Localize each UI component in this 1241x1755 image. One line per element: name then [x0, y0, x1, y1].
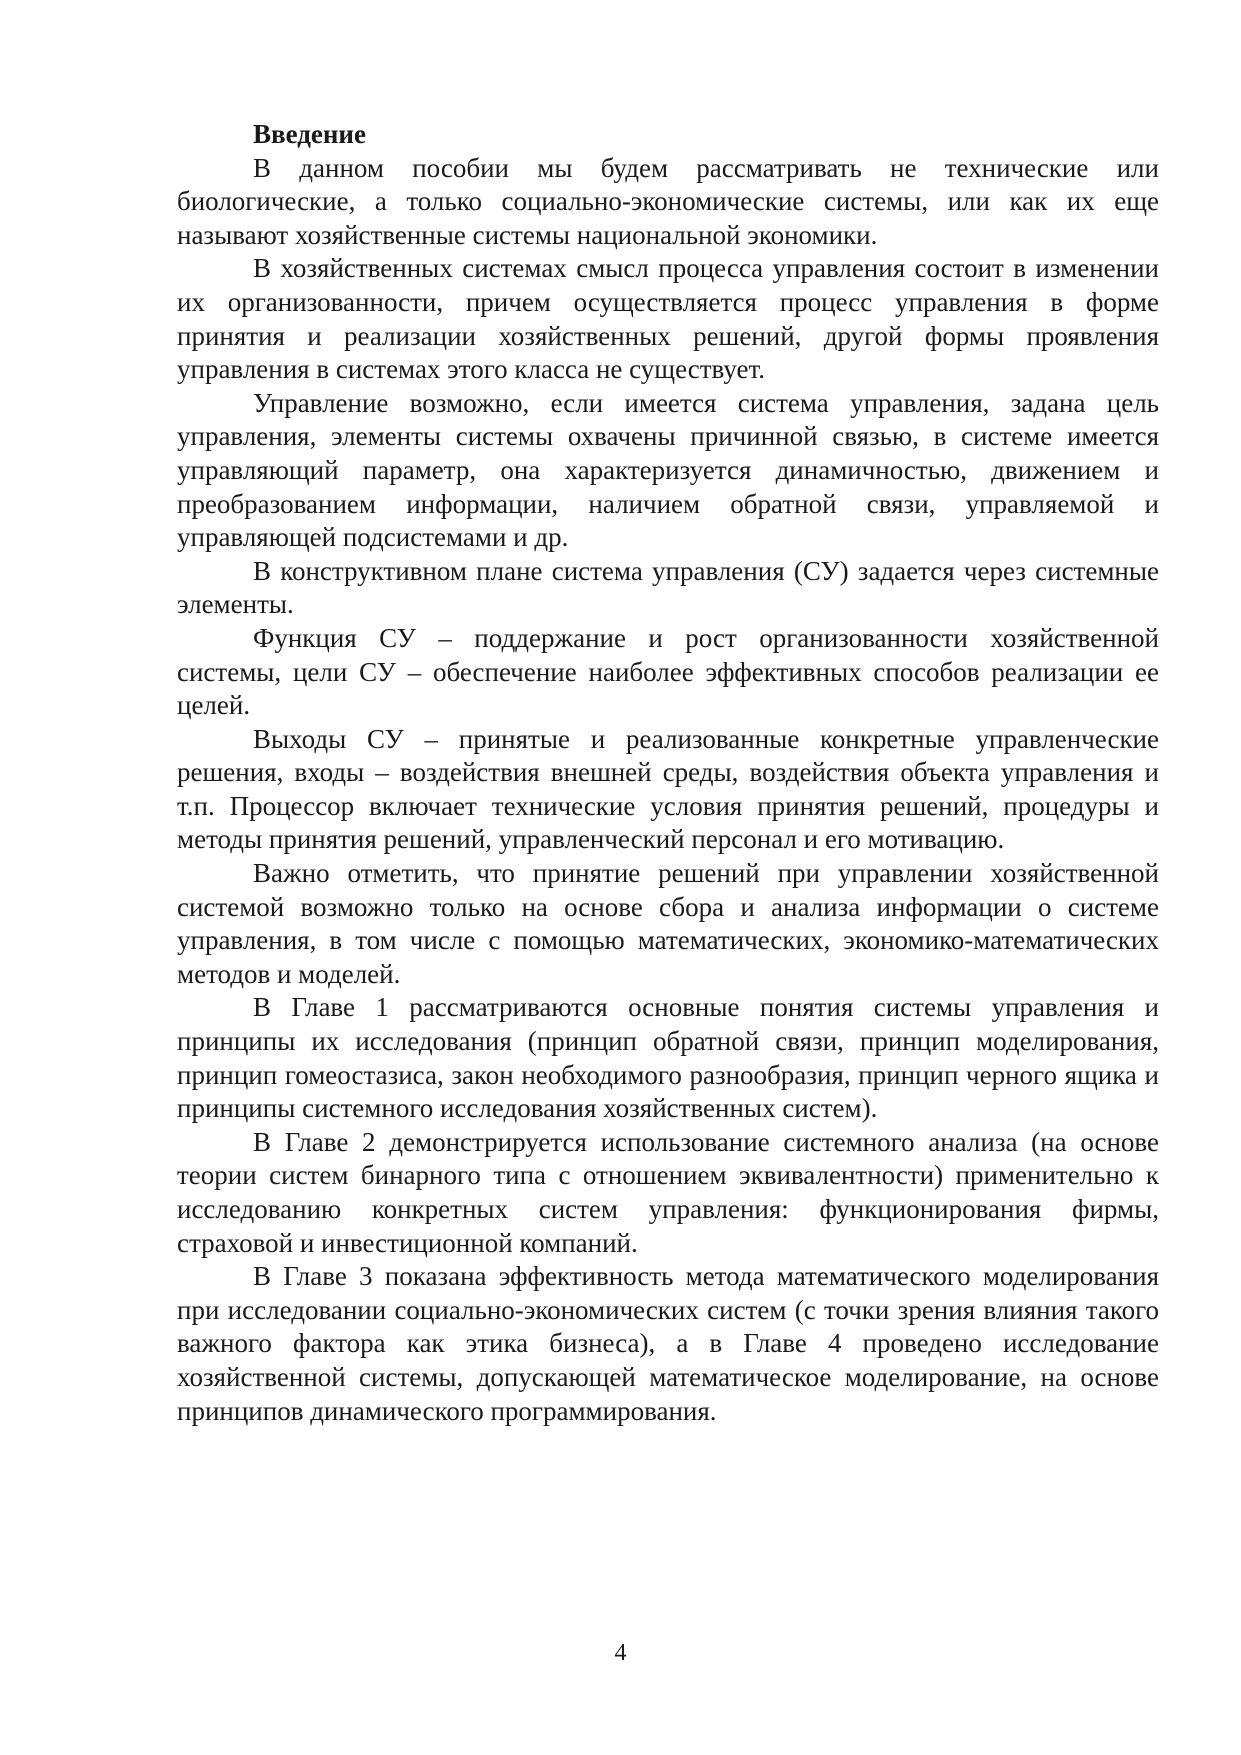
paragraph-10: В Главе 3 показана эффективность метода математического моделирования при исследовании социально-экономических систем (с точки зрения влияния такого важного фактора как этика бизнеса), а в Главе 4 проведено исследование хозяйственной системы, допускающей математическое моделирование, на основе принципов динамического программирования. [177, 1261, 1159, 1426]
paragraph-5: Функция СУ – поддержание и рост организованности хозяйственной системы, цели СУ – обеспечение наиболее эффективных способов реализации ее целей. [177, 622, 1159, 721]
paragraph-6: Выходы СУ – принятые и реализованные конкретные управленческие решения, входы – воздействия внешней среды, воздействия объекта управления и т.п. Процессор включает технические условия принятия решений, процедуры и методы принятия решений, управленческий персонал и его мотивацию. [177, 723, 1159, 855]
paragraph-3: Управление возможно, если имеется система управления, задана цель управления, элементы системы охвачены причинной связью, в системе имеется управляющий параметр, она характеризуется динамичностью, движением и преобразованием информации, наличием обратной связи, управляемой и управляющей подсистемами и др. [177, 387, 1159, 553]
paragraph-1: В данном пособии мы будем рассматривать не технические или биологические, а только социально-экономические системы, или как их еще называют хозяйственные системы национальной экономики. [177, 152, 1159, 250]
page-body [177, 118, 1159, 1428]
paragraph-9: В Главе 2 демонстрируется использование системного анализа (на основе теории систем бинарного типа с отношением эквивалентности) применительно к исследованию конкретных систем управления: функционирования фирмы, страховой и инвестиционной компаний. [177, 1126, 1159, 1258]
paragraph-8: В Главе 1 рассматриваются основные понятия системы управления и принципы их исследования (принцип обратной связи, принцип моделирования, принцип гомеостазиса, закон необходимого разнообразия, принцип черного ящика и принципы системного исследования хозяйственных систем). [177, 992, 1159, 1124]
paragraph-7: Важно отметить, что принятие решений при управлении хозяйственной системой возможно только на основе сбора и анализа информации о системе управления, в том числе с помощью математических, экономико-математических методов и моделей. [177, 858, 1159, 989]
page-number: 4 [614, 1640, 627, 1666]
paragraph-4: В конструктивном плане система управления (СУ) задается через системные элементы. [177, 555, 1159, 620]
paragraph-2: В хозяйственных системах смысл процесса управления состоит в изменении их организованности, причем осуществляется процесс управления в форме принятия и реализации хозяйственных решений, другой формы проявления управления в системах этого класса не существует. [177, 253, 1159, 385]
section-heading: Введение [253, 119, 366, 149]
